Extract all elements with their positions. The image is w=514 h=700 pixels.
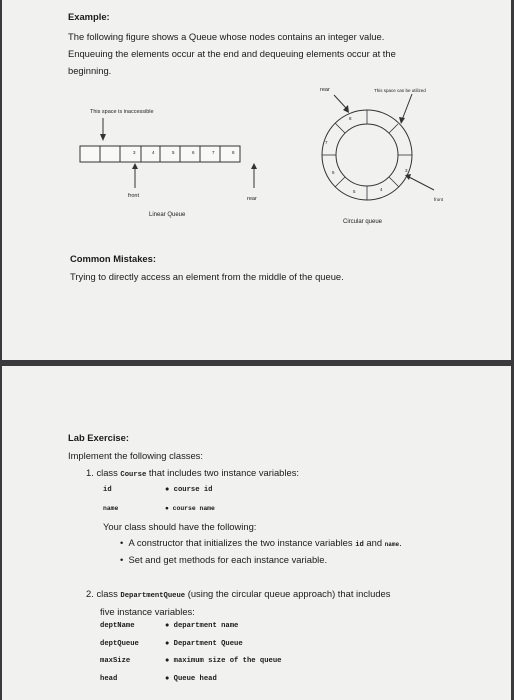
should-have-text: Your class should have the following:	[103, 521, 257, 532]
var-name-desc-text: course name	[172, 505, 215, 512]
linear-cell-5: 5	[172, 150, 175, 155]
page-bottom	[2, 366, 511, 700]
circular-utilized-arrow	[402, 94, 412, 120]
item-2-class-name: DepartmentQueue	[120, 592, 186, 600]
var-deptqueue-name: deptQueue	[100, 640, 139, 648]
circular-rear-label: rear	[320, 87, 330, 93]
circular-value-7: 7	[325, 140, 328, 145]
linear-cell-3: 3	[133, 150, 136, 155]
paragraph-line-3: beginning.	[68, 65, 112, 76]
front-arrowhead	[132, 163, 138, 169]
bullet-getset: • Set and get methods for each instance variable.	[120, 554, 328, 565]
front-label: front	[128, 193, 140, 199]
circular-value-5: 5	[353, 189, 356, 194]
var-deptname-name: deptName	[100, 622, 135, 630]
var-name-name: name	[103, 505, 119, 512]
var-deptname-desc-text: department name	[173, 622, 239, 630]
item-2-line-2: five instance variables:	[100, 606, 195, 617]
bullet-constructor-post: .	[399, 537, 402, 548]
item-1-pre: class	[96, 467, 118, 478]
var-name-desc: ● course name	[165, 505, 215, 512]
page-top	[2, 0, 511, 360]
circular-value-3: 3	[405, 168, 408, 173]
linear-queue-cells	[80, 146, 240, 162]
linear-cell-6: 6	[192, 150, 195, 155]
var-id-desc-text: course id	[173, 486, 213, 494]
var-maxsize-name: maxSize	[100, 657, 131, 665]
item-2-line	[86, 588, 390, 600]
paragraph-line-2: Enqueuing the elements occur at the end and dequeuing elements occur at the	[68, 48, 396, 59]
mistakes-heading: Common Mistakes:	[70, 253, 156, 264]
linear-queue-caption: Linear Queue	[149, 212, 186, 218]
mistakes-text: Trying to directly access an element from the middle of the queue.	[70, 271, 344, 282]
item-1-post: that includes two instance variables:	[148, 467, 299, 478]
circular-queue-caption: Circular queue	[343, 219, 383, 225]
item-2-number: 2.	[86, 588, 94, 599]
item-2-post: (using the circular queue approach) that includes	[187, 588, 391, 599]
paragraph-line-1: The following figure shows a Queue whose nodes contains an integer value.	[68, 31, 385, 42]
rear-label: rear	[247, 196, 257, 202]
var-head-desc-text: Queue head	[173, 675, 217, 683]
linear-cell-7: 7	[212, 150, 215, 155]
circular-value-6: 6	[332, 170, 335, 175]
inaccessible-arrowhead	[100, 134, 106, 141]
linear-cell-8: 8	[232, 150, 235, 155]
var-deptqueue-desc: ● Department Queue	[165, 640, 243, 648]
item-1-line	[86, 467, 299, 479]
circular-rear-arrow	[334, 95, 346, 108]
linear-cell-4: 4	[152, 150, 155, 155]
bullet-constructor-name: name	[384, 541, 400, 548]
var-maxsize-desc-text: maximum size of the queue	[173, 657, 282, 665]
lab-intro: Implement the following classes:	[68, 450, 203, 461]
bullet-constructor-id: id	[355, 541, 364, 549]
queue-figure-shapes	[2, 0, 511, 360]
rear-arrowhead	[251, 163, 257, 169]
lab-exercise-heading: Lab Exercise:	[68, 432, 129, 443]
bullet-constructor-mid: and	[363, 537, 385, 548]
circular-value-4: 4	[380, 187, 383, 192]
var-deptqueue-desc-text: Department Queue	[173, 640, 243, 648]
example-heading: Example:	[68, 11, 110, 22]
bullet-getset-text: Set and get methods for each instance variable.	[128, 554, 328, 565]
circular-inner-ring	[336, 124, 398, 186]
circular-utilized-arrowhead	[399, 117, 405, 124]
var-id-name: id	[103, 486, 112, 494]
item-1-number: 1.	[86, 467, 94, 478]
bullet-constructor-pre: A constructor that initializes the two instance variables	[128, 537, 356, 548]
circular-utilized-label: This space can be utilized	[374, 88, 426, 93]
bullet-constructor: • A constructor that initializes the two instance variables id and name.	[120, 537, 402, 549]
var-maxsize-desc: ● maximum size of the queue	[165, 657, 282, 665]
inaccessible-label: This space is inaccessible	[90, 109, 154, 115]
var-head-name: head	[100, 675, 118, 683]
circular-value-8: 8	[349, 116, 352, 121]
var-id-desc: ● course id	[165, 486, 213, 494]
item-2-pre: class	[96, 588, 118, 599]
circular-front-arrow	[409, 177, 434, 190]
circular-front-label: front	[434, 197, 444, 202]
var-head-desc: ● Queue head	[165, 675, 217, 683]
item-1-class-name: Course	[120, 471, 147, 479]
var-deptname-desc: ● department name	[165, 622, 239, 630]
